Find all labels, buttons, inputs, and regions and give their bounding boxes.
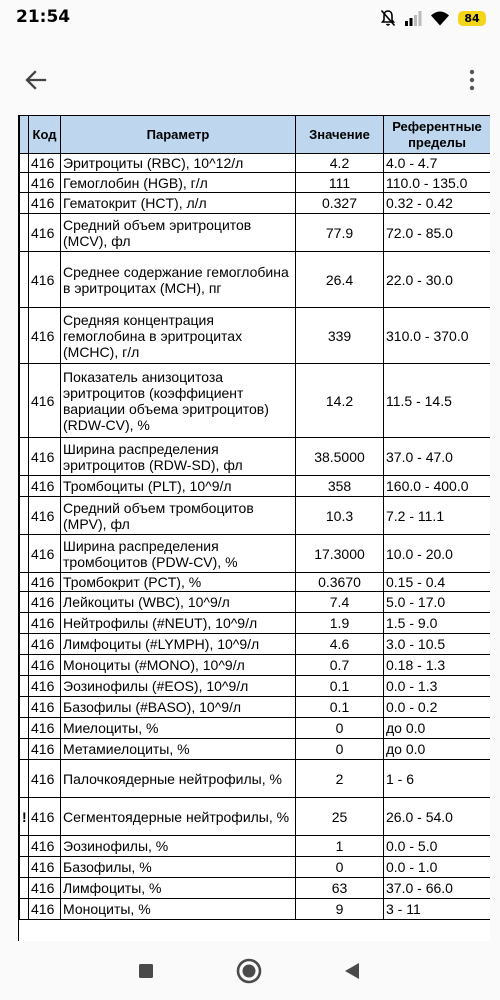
flag-cell	[20, 476, 29, 497]
table-row	[20, 760, 491, 798]
param-cell: Эозинофилы, %	[61, 836, 296, 857]
value-cell: 0	[296, 718, 384, 739]
ref-cell: 10.0 - 20.0	[384, 535, 491, 573]
value-cell: 0	[296, 857, 384, 878]
table-row	[20, 718, 491, 739]
triangle-left-icon	[344, 962, 360, 980]
flag-header	[20, 116, 29, 154]
value-cell: 4.2	[296, 154, 384, 173]
ref-cell: 3 - 11	[384, 899, 491, 920]
table-row	[20, 899, 491, 920]
param-cell: Тромбокрит (PCT), %	[61, 573, 296, 592]
table-row	[20, 364, 491, 438]
ref-cell: 0.15 - 0.4	[384, 573, 491, 592]
param-cell: Средний объем эритроцитов (MCV), фл	[61, 214, 296, 252]
value-cell: 63	[296, 878, 384, 899]
value-cell: 7.4	[296, 592, 384, 613]
ref-header: Референтные пределы	[384, 116, 491, 154]
flag-cell	[20, 308, 29, 364]
flag-cell	[20, 497, 29, 535]
param-cell: Палочкоядерные нейтрофилы, %	[61, 760, 296, 798]
code-cell: 416	[29, 193, 61, 214]
ref-cell: 0.0 - 5.0	[384, 836, 491, 857]
code-cell: 416	[29, 760, 61, 798]
code-cell: 416	[29, 476, 61, 497]
code-cell: 416	[29, 697, 61, 718]
value-cell: 4.6	[296, 634, 384, 655]
back-button[interactable]	[16, 60, 56, 100]
table-row	[20, 214, 491, 252]
table-row	[20, 697, 491, 718]
flag-cell	[20, 438, 29, 476]
value-cell: 0.1	[296, 697, 384, 718]
table-row	[20, 836, 491, 857]
ref-cell: 11.5 - 14.5	[384, 364, 491, 438]
status-icons	[380, 8, 486, 28]
table-row	[20, 634, 491, 655]
param-cell: Нейтрофилы (#NEUT), 10^9/л	[61, 613, 296, 634]
value-cell: 0.1	[296, 676, 384, 697]
flag-cell	[20, 173, 29, 193]
status-time: 21:54	[16, 7, 71, 27]
value-cell: 10.3	[296, 497, 384, 535]
ref-cell: 0.0 - 1.3	[384, 676, 491, 697]
flag-cell	[20, 613, 29, 634]
navigation-bar	[0, 941, 500, 1000]
table-row	[20, 154, 491, 173]
table-row	[20, 308, 491, 364]
overflow-menu-button[interactable]	[460, 60, 484, 100]
param-cell: Метамиелоциты, %	[61, 739, 296, 760]
ref-cell: 26.0 - 54.0	[384, 798, 491, 836]
mute-bell-icon	[380, 9, 396, 27]
param-cell: Показатель анизоцитоза эритроцитов (коэффициент вариации объема эритроцитов) (RDW-CV), %	[61, 364, 296, 438]
ref-cell: 0.32 - 0.42	[384, 193, 491, 214]
flag-cell	[20, 857, 29, 878]
ref-cell: 1 - 6	[384, 760, 491, 798]
code-cell: 416	[29, 798, 61, 836]
ref-cell: 0.18 - 1.3	[384, 655, 491, 676]
value-header: Значение	[296, 116, 384, 154]
flag-cell	[20, 899, 29, 920]
param-cell: Лимфоциты, %	[61, 878, 296, 899]
flag-cell	[20, 718, 29, 739]
code-cell: 416	[29, 214, 61, 252]
ref-cell: 1.5 - 9.0	[384, 613, 491, 634]
value-cell: 1	[296, 836, 384, 857]
flag-cell	[20, 214, 29, 252]
flag-cell	[20, 252, 29, 308]
ref-cell: 5.0 - 17.0	[384, 592, 491, 613]
app-bar	[0, 36, 500, 116]
table-row	[20, 193, 491, 214]
code-cell: 416	[29, 836, 61, 857]
code-cell: 416	[29, 655, 61, 676]
flag-cell	[20, 592, 29, 613]
code-cell: 416	[29, 718, 61, 739]
param-cell: Ширина распределения эритроцитов (RDW-SD), фл	[61, 438, 296, 476]
ref-cell: до 0.0	[384, 718, 491, 739]
flag-cell	[20, 878, 29, 899]
value-cell: 77.9	[296, 214, 384, 252]
param-cell: Базофилы (#BASO), 10^9/л	[61, 697, 296, 718]
value-cell: 38.5000	[296, 438, 384, 476]
value-cell: 17.3000	[296, 535, 384, 573]
table-header-row	[20, 116, 491, 154]
ref-cell: 37.0 - 66.0	[384, 878, 491, 899]
value-cell: 0.7	[296, 655, 384, 676]
table-row	[20, 173, 491, 193]
wifi-icon	[430, 10, 450, 26]
more-vert-icon	[469, 69, 475, 91]
code-cell: 416	[29, 739, 61, 760]
value-cell: 0	[296, 739, 384, 760]
table-row	[20, 613, 491, 634]
code-cell: 416	[29, 308, 61, 364]
recents-button[interactable]	[131, 956, 161, 986]
table-body	[20, 154, 491, 920]
value-cell: 2	[296, 760, 384, 798]
flag-cell	[20, 697, 29, 718]
param-cell: Ширина распределения тромбоцитов (PDW-CV), %	[61, 535, 296, 573]
param-cell: Моноциты, %	[61, 899, 296, 920]
code-cell: 416	[29, 878, 61, 899]
code-cell: 416	[29, 535, 61, 573]
table-row	[20, 878, 491, 899]
param-cell: Гематокрит (HCT), л/л	[61, 193, 296, 214]
table-row	[20, 655, 491, 676]
table-row	[20, 739, 491, 760]
flag-cell: !	[20, 798, 29, 836]
value-cell: 111	[296, 173, 384, 193]
ref-cell: 72.0 - 85.0	[384, 214, 491, 252]
param-cell: Лимфоциты (#LYMPH), 10^9/л	[61, 634, 296, 655]
code-cell: 416	[29, 857, 61, 878]
value-cell: 0.327	[296, 193, 384, 214]
flag-cell	[20, 655, 29, 676]
flag-cell	[20, 760, 29, 798]
ref-cell: 37.0 - 47.0	[384, 438, 491, 476]
back-nav-button[interactable]	[337, 956, 367, 986]
flag-cell	[20, 676, 29, 697]
battery-indicator: 84	[458, 11, 486, 26]
ref-cell: 4.0 - 4.7	[384, 154, 491, 173]
param-cell: Эритроциты (RBC), 10^12/л	[61, 154, 296, 173]
param-cell: Моноциты (#MONO), 10^9/л	[61, 655, 296, 676]
code-cell: 416	[29, 592, 61, 613]
ref-cell: 110.0 - 135.0	[384, 173, 491, 193]
code-header: Код	[29, 116, 61, 154]
table-row	[20, 857, 491, 878]
param-cell: Базофилы, %	[61, 857, 296, 878]
ref-cell: 3.0 - 10.5	[384, 634, 491, 655]
cell-signal-icon	[404, 10, 422, 26]
ref-cell: до 0.0	[384, 739, 491, 760]
table-row	[20, 573, 491, 592]
table-row	[20, 798, 491, 836]
ref-cell: 0.0 - 1.0	[384, 857, 491, 878]
value-cell: 9	[296, 899, 384, 920]
value-cell: 14.2	[296, 364, 384, 438]
code-cell: 416	[29, 438, 61, 476]
code-cell: 416	[29, 899, 61, 920]
flag-cell	[20, 573, 29, 592]
ref-cell: 160.0 - 400.0	[384, 476, 491, 497]
code-cell: 416	[29, 173, 61, 193]
param-cell: Миелоциты, %	[61, 718, 296, 739]
flag-cell	[20, 739, 29, 760]
flag-cell	[20, 154, 29, 173]
results-table	[19, 115, 490, 920]
param-cell: Средний объем тромбоцитов (MPV), фл	[61, 497, 296, 535]
ref-cell: 0.0 - 0.2	[384, 697, 491, 718]
table-row	[20, 535, 491, 573]
value-cell: 26.4	[296, 252, 384, 308]
table-row	[20, 592, 491, 613]
param-cell: Гемоглобин (HGB), г/л	[61, 173, 296, 193]
code-cell: 416	[29, 676, 61, 697]
param-cell: Сегментоядерные нейтрофилы, %	[61, 798, 296, 836]
value-cell: 358	[296, 476, 384, 497]
flag-cell	[20, 364, 29, 438]
ref-cell: 7.2 - 11.1	[384, 497, 491, 535]
table-row	[20, 676, 491, 697]
param-cell: Лейкоциты (WBC), 10^9/л	[61, 592, 296, 613]
code-cell: 416	[29, 497, 61, 535]
code-cell: 416	[29, 364, 61, 438]
param-cell: Тромбоциты (PLT), 10^9/л	[61, 476, 296, 497]
param-header: Параметр	[61, 116, 296, 154]
status-bar	[0, 0, 500, 36]
code-cell: 416	[29, 634, 61, 655]
code-cell: 416	[29, 613, 61, 634]
ref-cell: 22.0 - 30.0	[384, 252, 491, 308]
flag-cell	[20, 634, 29, 655]
table-row	[20, 438, 491, 476]
arrow-left-icon	[24, 68, 48, 92]
flag-cell	[20, 535, 29, 573]
flag-cell	[20, 836, 29, 857]
value-cell: 0.3670	[296, 573, 384, 592]
square-icon	[138, 963, 154, 979]
code-cell: 416	[29, 573, 61, 592]
flag-cell	[20, 193, 29, 214]
param-cell: Эозинофилы (#EOS), 10^9/л	[61, 676, 296, 697]
results-table-viewport[interactable]	[18, 115, 490, 941]
code-cell: 416	[29, 252, 61, 308]
param-cell: Средняя концентрация гемоглобина в эритроцитах (MCHC), г/л	[61, 308, 296, 364]
param-cell: Среднее содержание гемоглобина в эритроцитах (MCH), пг	[61, 252, 296, 308]
value-cell: 1.9	[296, 613, 384, 634]
circle-icon	[236, 958, 262, 984]
table-row	[20, 476, 491, 497]
value-cell: 339	[296, 308, 384, 364]
ref-cell: 310.0 - 370.0	[384, 308, 491, 364]
code-cell: 416	[29, 154, 61, 173]
value-cell: 25	[296, 798, 384, 836]
table-row	[20, 252, 491, 308]
home-button[interactable]	[234, 956, 264, 986]
table-row	[20, 497, 491, 535]
